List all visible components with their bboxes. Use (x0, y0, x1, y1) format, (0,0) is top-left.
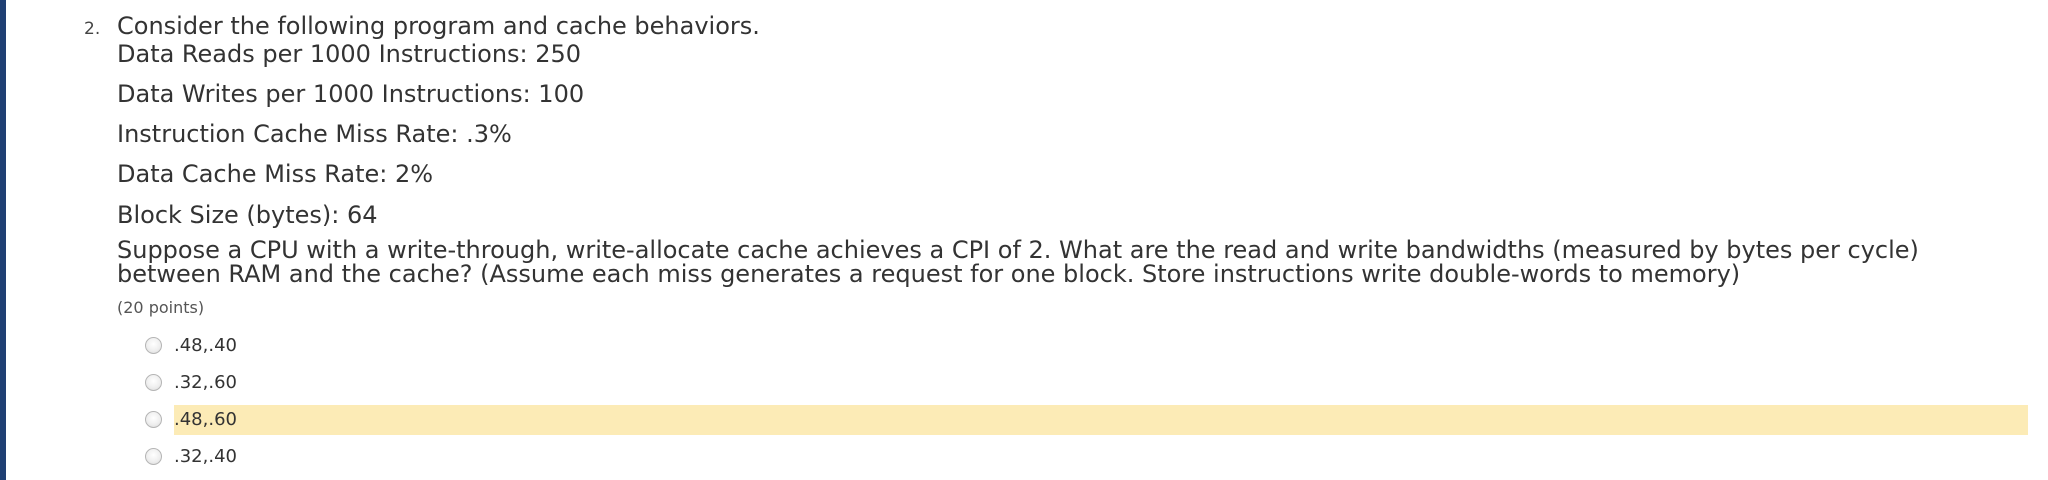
answer-option-label[interactable]: .32,.40 (174, 446, 237, 467)
spec-line-data-writes: Data Writes per 1000 Instructions: 100 (117, 80, 585, 108)
answer-option-label[interactable]: .48,.60 (174, 409, 237, 430)
points-label: (20 points) (117, 298, 205, 317)
left-accent-bar (0, 0, 6, 480)
radio-button[interactable] (145, 337, 162, 354)
spec-line-block-size: Block Size (bytes): 64 (117, 201, 378, 229)
question-intro: Consider the following program and cache behaviors. (117, 12, 760, 40)
question-number: 2. (84, 19, 101, 39)
spec-line-icache-miss: Instruction Cache Miss Rate: .3% (117, 120, 512, 148)
radio-button[interactable] (145, 411, 162, 428)
answer-option-label[interactable]: .48,.40 (174, 335, 237, 356)
answer-option-2[interactable] (145, 368, 2028, 398)
spec-line-data-reads: Data Reads per 1000 Instructions: 250 (117, 40, 582, 68)
selected-highlight (174, 405, 2028, 435)
answer-option-4[interactable] (145, 442, 2028, 472)
question-prompt: Suppose a CPU with a write-through, write-allocate cache achieves a CPI of 2. What are the read and write bandwidths (measured by bytes per cycle) between RAM and the cache? (Assume each miss generates a request for one block. Store instructions write double-words to memory) (117, 236, 1919, 288)
radio-button[interactable] (145, 448, 162, 465)
answer-option-3[interactable] (145, 405, 2028, 435)
answer-option-1[interactable] (145, 331, 2028, 361)
radio-button[interactable] (145, 374, 162, 391)
spec-line-dcache-miss: Data Cache Miss Rate: 2% (117, 160, 434, 188)
answer-option-label[interactable]: .32,.60 (174, 372, 237, 393)
